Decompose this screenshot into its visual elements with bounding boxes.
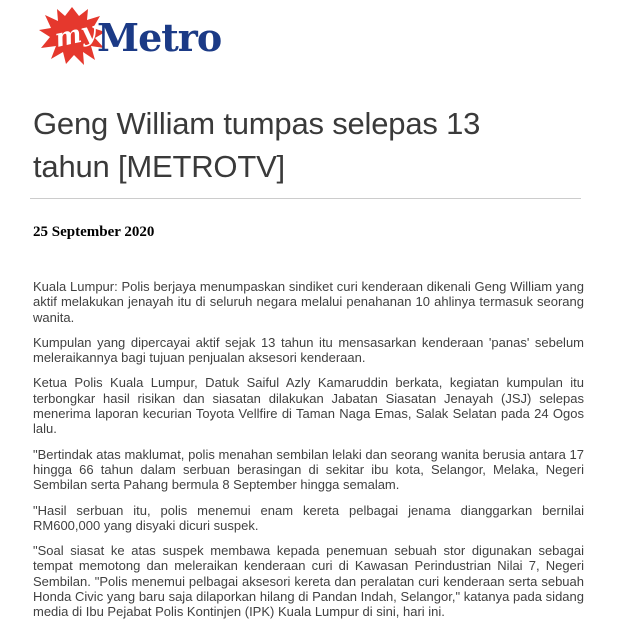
logo-metro-text: Metro — [97, 15, 222, 60]
article-paragraph-6: "Soal siasat ke atas suspek membawa kepada penemuan sebuah stor digunakan sebagai tempat memotong dan meleraikan kenderaan curi di Kawasan Perindustrian Nilai 7, Negeri Sembilan. "Polis menemui pelbagai aksesori kereta dan peralatan curi kenderaan serta sebuah Honda Civic yang baru saja dilaporkan hilang di Pandan Indah, Selangor," katanya pada sidang media di Ibu Pejabat Polis Kontinjen (IPK) Kuala Lumpur di sini, hari ini. — [33, 543, 584, 620]
article-paragraph-1: Kuala Lumpur: Polis berjaya menumpaskan sindiket curi kenderaan dikenali Geng William yang aktif melakukan jenayah itu di seluruh negara melalui penahanan 10 ahlinya termasuk seorang wanita. — [33, 279, 584, 325]
article-paragraph-3: Ketua Polis Kuala Lumpur, Datuk Saiful Azly Kamaruddin berkata, kegiatan kumpulan itu terbongkar hasil risikan dan siasatan dilakukan Jabatan Siasatan Jenayah (JSJ) selepas menerima laporan kecurian Toyota Vellfire di Taman Naga Emas, Salak Selatan pada 24 Ogos lalu. — [33, 375, 584, 437]
mymetro-logo[interactable] — [38, 6, 233, 66]
masthead — [38, 6, 584, 66]
article-body — [33, 279, 584, 620]
headline-divider — [30, 198, 581, 199]
logo-my-text: my — [52, 15, 99, 53]
article-date: 25 September 2020 — [33, 224, 155, 240]
article-headline: Geng William tumpas selepas 13 tahun [METROTV] — [33, 106, 481, 184]
article-paragraph-4: "Bertindak atas maklumat, polis menahan sembilan lelaki dan seorang wanita berusia antara 17 hingga 66 tahun dalam serbuan berasingan di sekitar ibu kota, Selangor, Melaka, Negeri Sembilan serta Pahang bermula 8 September hingga semalam. — [33, 446, 584, 493]
article — [33, 102, 584, 620]
mymetro-logo-graphic — [38, 6, 233, 66]
article-paragraph-5: "Hasil serbuan itu, polis menemui enam kereta pelbagai jenama dianggarkan bernilai RM600,000 yang disyaki dicuri suspek. — [33, 502, 584, 533]
article-paragraph-2: Kumpulan yang dipercayai aktif sejak 13 tahun itu mensasarkan kenderaan 'panas' sebelum meleraikannya bagi tujuan penjualan aksesori kenderaan. — [33, 334, 584, 366]
